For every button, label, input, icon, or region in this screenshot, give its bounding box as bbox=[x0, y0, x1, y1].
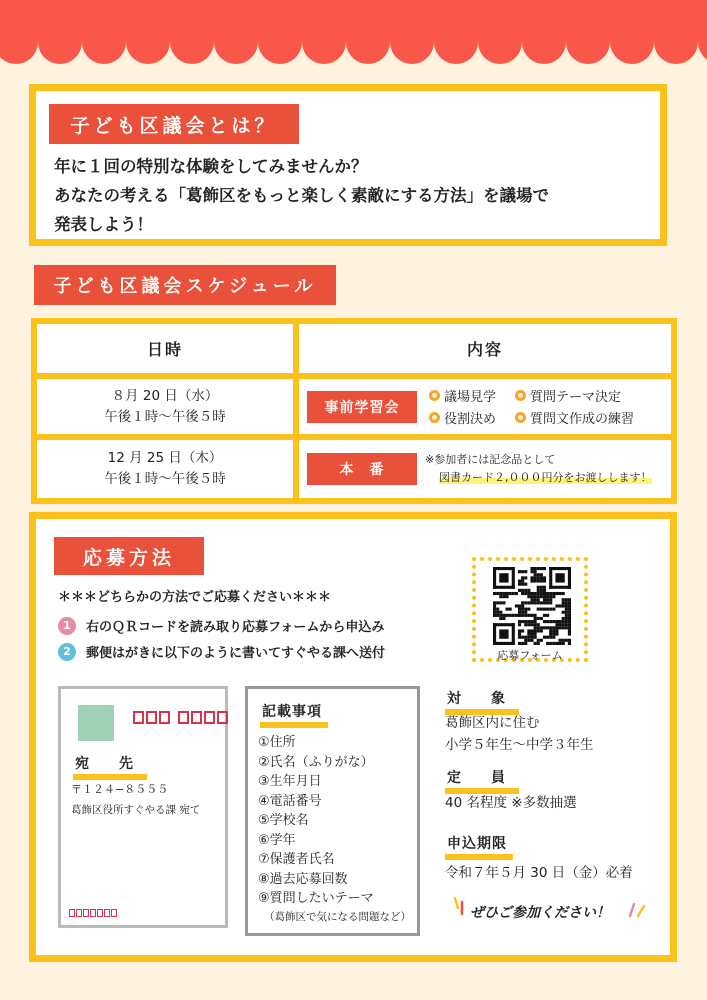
postcard-address: 葛飾区役所すぐやる課 宛て bbox=[71, 804, 201, 816]
step-number-1: 1 bbox=[58, 617, 76, 635]
sender-zip-boxes bbox=[69, 909, 117, 917]
row1-date: ８月 20 日（水） bbox=[111, 387, 219, 404]
list-item: 質問テーマ決定 bbox=[515, 386, 645, 405]
list-item: ⑨質問したいテーマ bbox=[258, 891, 374, 906]
apply-lead: ＊＊＊どちらかの方法でご応募ください＊＊＊ bbox=[58, 590, 332, 605]
intro-line: あなたの考える「葛飾区をもっと楽しく素敵にする方法」を議場で bbox=[54, 186, 549, 205]
qr-label: 応募フォーム bbox=[497, 649, 563, 662]
deadline-label: 申込期限 bbox=[445, 833, 513, 860]
intro-line: 発表しよう！ bbox=[54, 215, 153, 234]
zip-boxes-red bbox=[133, 711, 228, 724]
required-fields-box bbox=[245, 686, 420, 936]
gift-note bbox=[425, 451, 652, 487]
capacity-text: 40 名程度 ※多数抽選 bbox=[445, 795, 577, 811]
intro-title: 子ども区議会とは？ bbox=[49, 104, 299, 144]
scalloped-border bbox=[0, 0, 707, 80]
chip-main-event: 本 番 bbox=[307, 453, 417, 485]
intro-line: 年に１回の特別な体験をしてみませんか？ bbox=[54, 157, 368, 176]
row1-content bbox=[299, 379, 671, 434]
step-postcard bbox=[58, 642, 385, 661]
sparkle-left-icon bbox=[452, 896, 468, 920]
gift-note-line2: 図書カード２,０００円分をお渡しします！ bbox=[439, 471, 652, 484]
target-label: 対 象 bbox=[445, 688, 519, 715]
step-text: 右のＱＲコードを読み取り応募フォームから申込み bbox=[86, 620, 385, 635]
to-label: 宛 先 bbox=[73, 753, 147, 780]
qr-code[interactable] bbox=[493, 567, 571, 645]
list-item: ③生年月日 bbox=[258, 774, 322, 789]
list-item: ⑥学年 bbox=[258, 832, 296, 848]
row1-time: 午後１時〜午後５時 bbox=[104, 408, 226, 425]
schedule-table bbox=[31, 318, 677, 504]
list-item-note: （葛飾区で気になる問題など） bbox=[264, 910, 411, 923]
list-item: ①住所 bbox=[258, 735, 296, 750]
cta-text: ぜひご参加ください！ bbox=[470, 905, 610, 921]
header-datetime: 日時 bbox=[37, 324, 293, 373]
row1-datetime bbox=[37, 379, 293, 434]
qr-frame bbox=[472, 557, 588, 662]
schedule-title: 子ども区議会スケジュール bbox=[34, 265, 336, 305]
row2-time: 午後１時〜午後５時 bbox=[104, 471, 226, 487]
step-number-2: 2 bbox=[58, 643, 76, 661]
intro-text bbox=[54, 152, 654, 239]
list-item: ⑦保護者氏名 bbox=[258, 852, 335, 867]
target-text: 葛飾区内に住む 小学５年生〜中学３年生 bbox=[445, 715, 594, 753]
list-item: 質問文作成の練習 bbox=[515, 408, 645, 427]
header-content: 内容 bbox=[299, 324, 671, 373]
sparkle-right-icon bbox=[626, 898, 648, 920]
required-fields-title: 記載事項 bbox=[260, 704, 328, 728]
row2-content bbox=[299, 440, 671, 498]
apply-title: 応募方法 bbox=[54, 537, 204, 575]
chip-pre-study: 事前学習会 bbox=[307, 391, 417, 423]
postcard bbox=[58, 686, 228, 928]
bullet-icon bbox=[515, 390, 526, 401]
step-qr bbox=[58, 616, 384, 635]
step-text: 郵便はがきに以下のように書いてすぐやる課へ送付 bbox=[86, 646, 386, 661]
required-fields-list bbox=[258, 733, 411, 924]
pre-study-items bbox=[429, 386, 645, 427]
bullet-icon bbox=[429, 390, 440, 401]
deadline-text: 令和７年５月 30 日（金）必着 bbox=[445, 865, 633, 881]
list-item: ⑤学校名 bbox=[258, 813, 309, 828]
bullet-icon bbox=[429, 412, 440, 423]
list-item: ④電話番号 bbox=[258, 793, 322, 809]
bullet-icon bbox=[515, 412, 526, 423]
list-item: ②氏名（ふりがな） bbox=[258, 754, 374, 770]
stamp-placeholder bbox=[78, 705, 114, 741]
list-item: 役割決め bbox=[429, 408, 515, 427]
list-item: ⑧過去応募回数 bbox=[258, 871, 348, 887]
postcard-zip: 〒１２４−８５５５ bbox=[71, 783, 169, 796]
row2-datetime bbox=[37, 440, 293, 498]
gift-note-line1: ※参加者には記念品として bbox=[425, 453, 556, 466]
capacity-label: 定 員 bbox=[445, 767, 519, 794]
list-item: 議場見学 bbox=[429, 386, 515, 405]
row2-date: 12 月 25 日（木） bbox=[107, 450, 223, 466]
